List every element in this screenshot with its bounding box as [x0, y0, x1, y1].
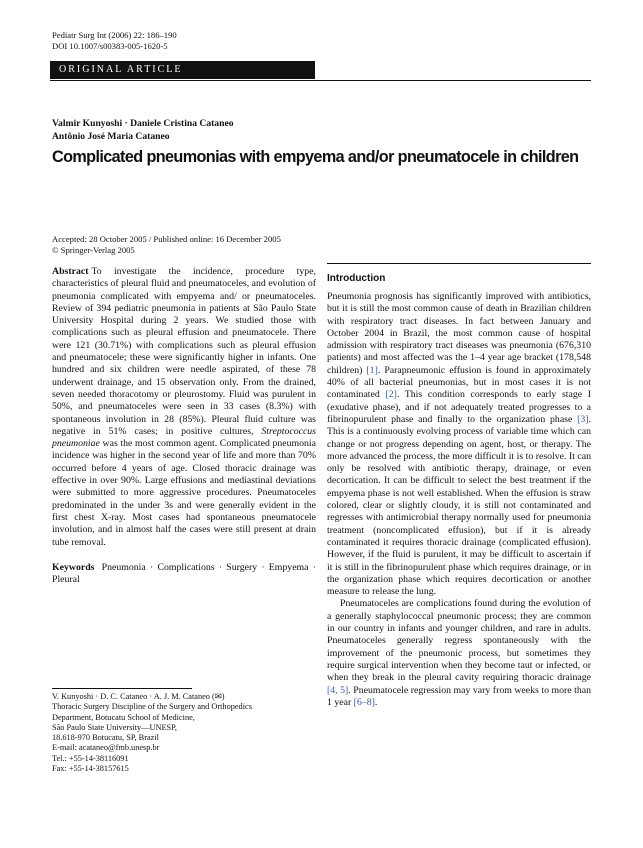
intro-text: . — [374, 696, 378, 708]
citation-link[interactable]: [6–8] — [353, 696, 375, 708]
journal-doi: DOI 10.1007/s00383-005-1620-5 — [52, 41, 168, 51]
affiliation-email: E-mail: acataneo@fmb.unesp.br — [52, 743, 160, 753]
paper-title: Complicated pneumonias with empyema and/or pneumatocele in children — [52, 148, 579, 166]
journal-issue: Pediatr Surg Int (2006) 22: 186–190 — [52, 30, 177, 40]
author-list — [52, 117, 234, 143]
article-type-banner: ORIGINAL ARTICLE — [50, 61, 315, 79]
abstract — [52, 266, 316, 549]
intro-text: Pneumonia prognosis has significantly improved with antibiotics, but it is still the most common cause of death in Brazilian children with respiratory tract diseases. In fact between January and October 2004 in Brazil, the most common cause of hospital admission with respiratory tract diseases was pneumonia (676,310 patients) and most affected was the 1–4 year age bracket (178,548 children) — [327, 291, 591, 376]
journal-citation — [52, 30, 177, 52]
affiliation-line: São Paulo State University—UNESP, — [52, 722, 177, 732]
section-divider — [327, 263, 591, 264]
intro-text: Pneumatoceles are complications found during the evolution of a generally staphylococcal pneumonic process; they are common in our country in infants and younger children, and rare in adults. Pneumatoceles generally regress spontaneously with the improvement of the pneumonic process, but sometimes they require surgical intervention when they become taut or infected, or when they break in the pleural cavity requiring thoracic drainage — [327, 598, 591, 684]
affiliation-line: Department, Botucatu School of Medicine, — [52, 712, 195, 722]
affiliation-line: Thoracic Surgery Discipline of the Surgery and Orthopedics — [52, 702, 252, 712]
keywords — [52, 562, 316, 587]
affiliation-tel: Tel.: +55-14-38116091 — [52, 753, 129, 763]
intro-paragraph-2 — [327, 598, 591, 709]
abstract-species: Streptococcus pneumoniae — [52, 425, 316, 450]
author-line: Antônio José Maria Cataneo — [52, 131, 170, 142]
publication-dates — [52, 234, 281, 256]
abstract-label: Abstract — [52, 266, 89, 277]
abstract-text: To investigate the incidence, procedure type, characteristics of pleural fluid and pneumatoceles, and evolution of pneumonia complicated with empyema and/ or pneumatoceles. Review of 394 pediatric pneumonia in patients at São Paulo State University Hospital during 2 years. We studied those with complications such as pleural effusion and pneumatocele. There were 121 (30.71%) with complications such as pleural effusion and pneumatocele; these were significantly higher in infants. One hundred and six children were needle aspirated, of these 78 underwent drainage, and 15 observation only. From the drained, seven needed thoracotomy or pleurostomy. Fluid was purulent in 50%, and pneumatoceles were seen in 33 cases (8.3%) with spontaneous involution in 28 (85%). Pleural fluid culture was negative in 51% cases; in positive cultures, — [52, 266, 316, 437]
abstract-text-cont: was the most common agent. Complicated pneumonia incidence was higher in the second year of life and more than 70% occurred before 4 years of age. Closed thoracic drainage was effective in over 90%. Large effusions and mediastinal deviations were submitted to more aggressive procedures. Pneumatoceles predominated in the under 3s and were generally evident in the first chest X-ray. Most cases had spontaneous pneumatocele involution, and in almost half the cases were still present at drain tube removal. — [52, 438, 317, 548]
footnote-divider — [52, 688, 192, 689]
citation-link[interactable]: [4, 5] — [327, 684, 349, 696]
right-column — [327, 291, 591, 709]
keywords-text: Pneumonia · Complications · Surgery · Empyema · Pleural — [52, 561, 316, 586]
intro-text: . This is a continuously evolving process of variable time which can change or not progress depending on agent, host, or therapy. The more advanced the process, the more difficult it is to resolve. It can only be resolved with antibiotic therapy, drainage, or even decortication. It can be difficult to select the best treatment if the empyema phase is not well established. When the effusion is straw colored, clear or slightly cloudy, it is still not contaminated and regresses with antimicrobial therapy normally used for pneumonia treatment (noncomplicated effusion), but if it is already contaminated it requires thoracic drainage (complicated effusion). However, if the fluid is purulent, it may be difficult to ascertain if it is still in the fibrinopurulent phase which requires drainage, or in the organization phase which requires decortication or another measure to release the lung. — [327, 413, 591, 598]
author-line: Valmir Kunyoshi · Daniele Cristina Cataneo — [52, 118, 234, 129]
affiliation-block — [52, 692, 252, 774]
intro-text: . Parapneumonic effusion is found in approximately 40% of all bacterial pneumonias, but in most cases it is not contaminated — [327, 364, 592, 401]
intro-paragraph-1 — [327, 291, 591, 598]
header-divider — [50, 80, 591, 81]
intro-text: . This condition corresponds to early stage I (exudative phase), and if not adequately treated progresses to a fibrinopurulent phase and finally to the organization phase — [327, 389, 591, 425]
keywords-label: Keywords — [52, 561, 95, 573]
dates-line: Accepted: 28 October 2005 / Published online: 16 December 2005 — [52, 234, 281, 244]
affiliation-authors: V. Kunyoshi · D. C. Cataneo · A. J. M. Cataneo (✉) — [52, 692, 225, 701]
left-column — [52, 266, 316, 586]
citation-link[interactable]: [1] — [366, 364, 378, 376]
copyright-line: © Springer-Verlag 2005 — [52, 245, 135, 255]
section-heading-introduction: Introduction — [327, 273, 386, 284]
citation-link[interactable]: [2] — [385, 389, 397, 401]
citation-link[interactable]: [3] — [577, 413, 589, 425]
intro-text: . Pneumatocele regression may vary from weeks to more than 1 year — [327, 684, 591, 708]
affiliation-fax: Fax: +55-14-38157615 — [52, 764, 129, 774]
affiliation-line: 18.618-970 Botucatu, SP, Brazil — [52, 733, 159, 743]
